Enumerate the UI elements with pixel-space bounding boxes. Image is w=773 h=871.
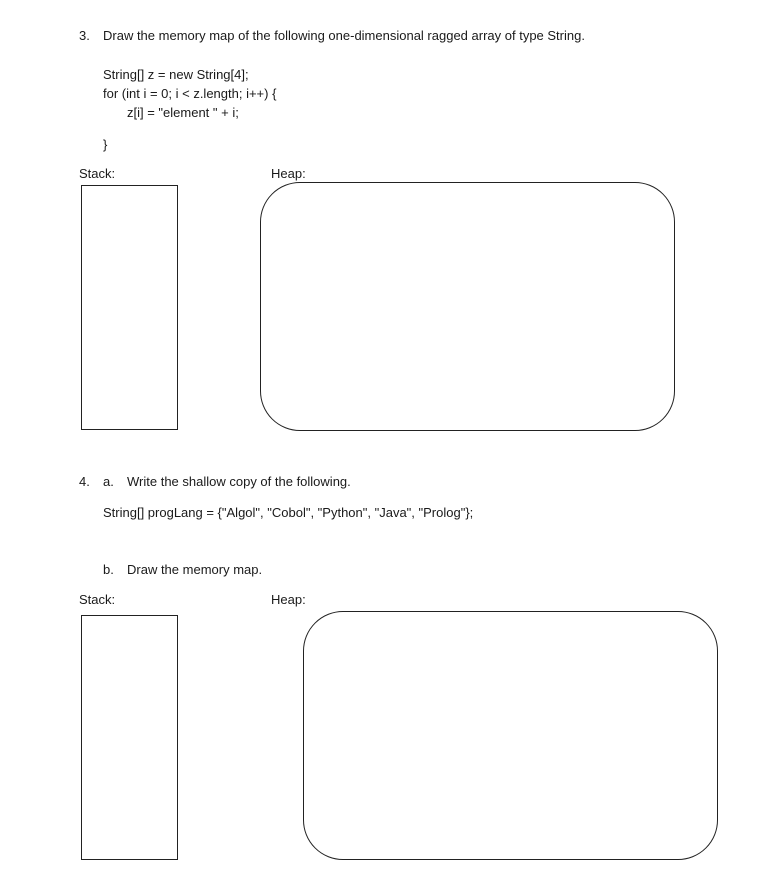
q3-code-line-1: String[] z = new String[4]; xyxy=(103,67,249,82)
q3-code-line-3: z[i] = "element " + i; xyxy=(127,105,239,120)
q4-code-line: String[] progLang = {"Algol", "Cobol", "Python", "Java", "Prolog"}; xyxy=(103,505,474,520)
q3-prompt: Draw the memory map of the following one-dimensional ragged array of type String. xyxy=(103,28,585,43)
q3-code-line-2: for (int i = 0; i < z.length; i++) { xyxy=(103,86,277,101)
q3-heap-label: Heap: xyxy=(271,166,306,181)
q4-part-b-letter: b. xyxy=(103,562,114,577)
q4-part-b-prompt: Draw the memory map. xyxy=(127,562,263,577)
q3-number: 3. xyxy=(79,28,90,43)
q4-stack-label: Stack: xyxy=(79,592,116,607)
q3-stack-box[interactable] xyxy=(81,185,178,430)
q3-heap-box[interactable] xyxy=(260,182,675,431)
q3-stack-label: Stack: xyxy=(79,166,116,181)
q4-part-a-prompt: Write the shallow copy of the following. xyxy=(127,474,351,489)
q4-part-a-letter: a. xyxy=(103,474,114,489)
q4-number: 4. xyxy=(79,474,90,489)
q4-heap-label: Heap: xyxy=(271,592,306,607)
q4-stack-box[interactable] xyxy=(81,615,178,860)
q3-code-line-4: } xyxy=(103,137,108,152)
q4-heap-box[interactable] xyxy=(303,611,718,860)
